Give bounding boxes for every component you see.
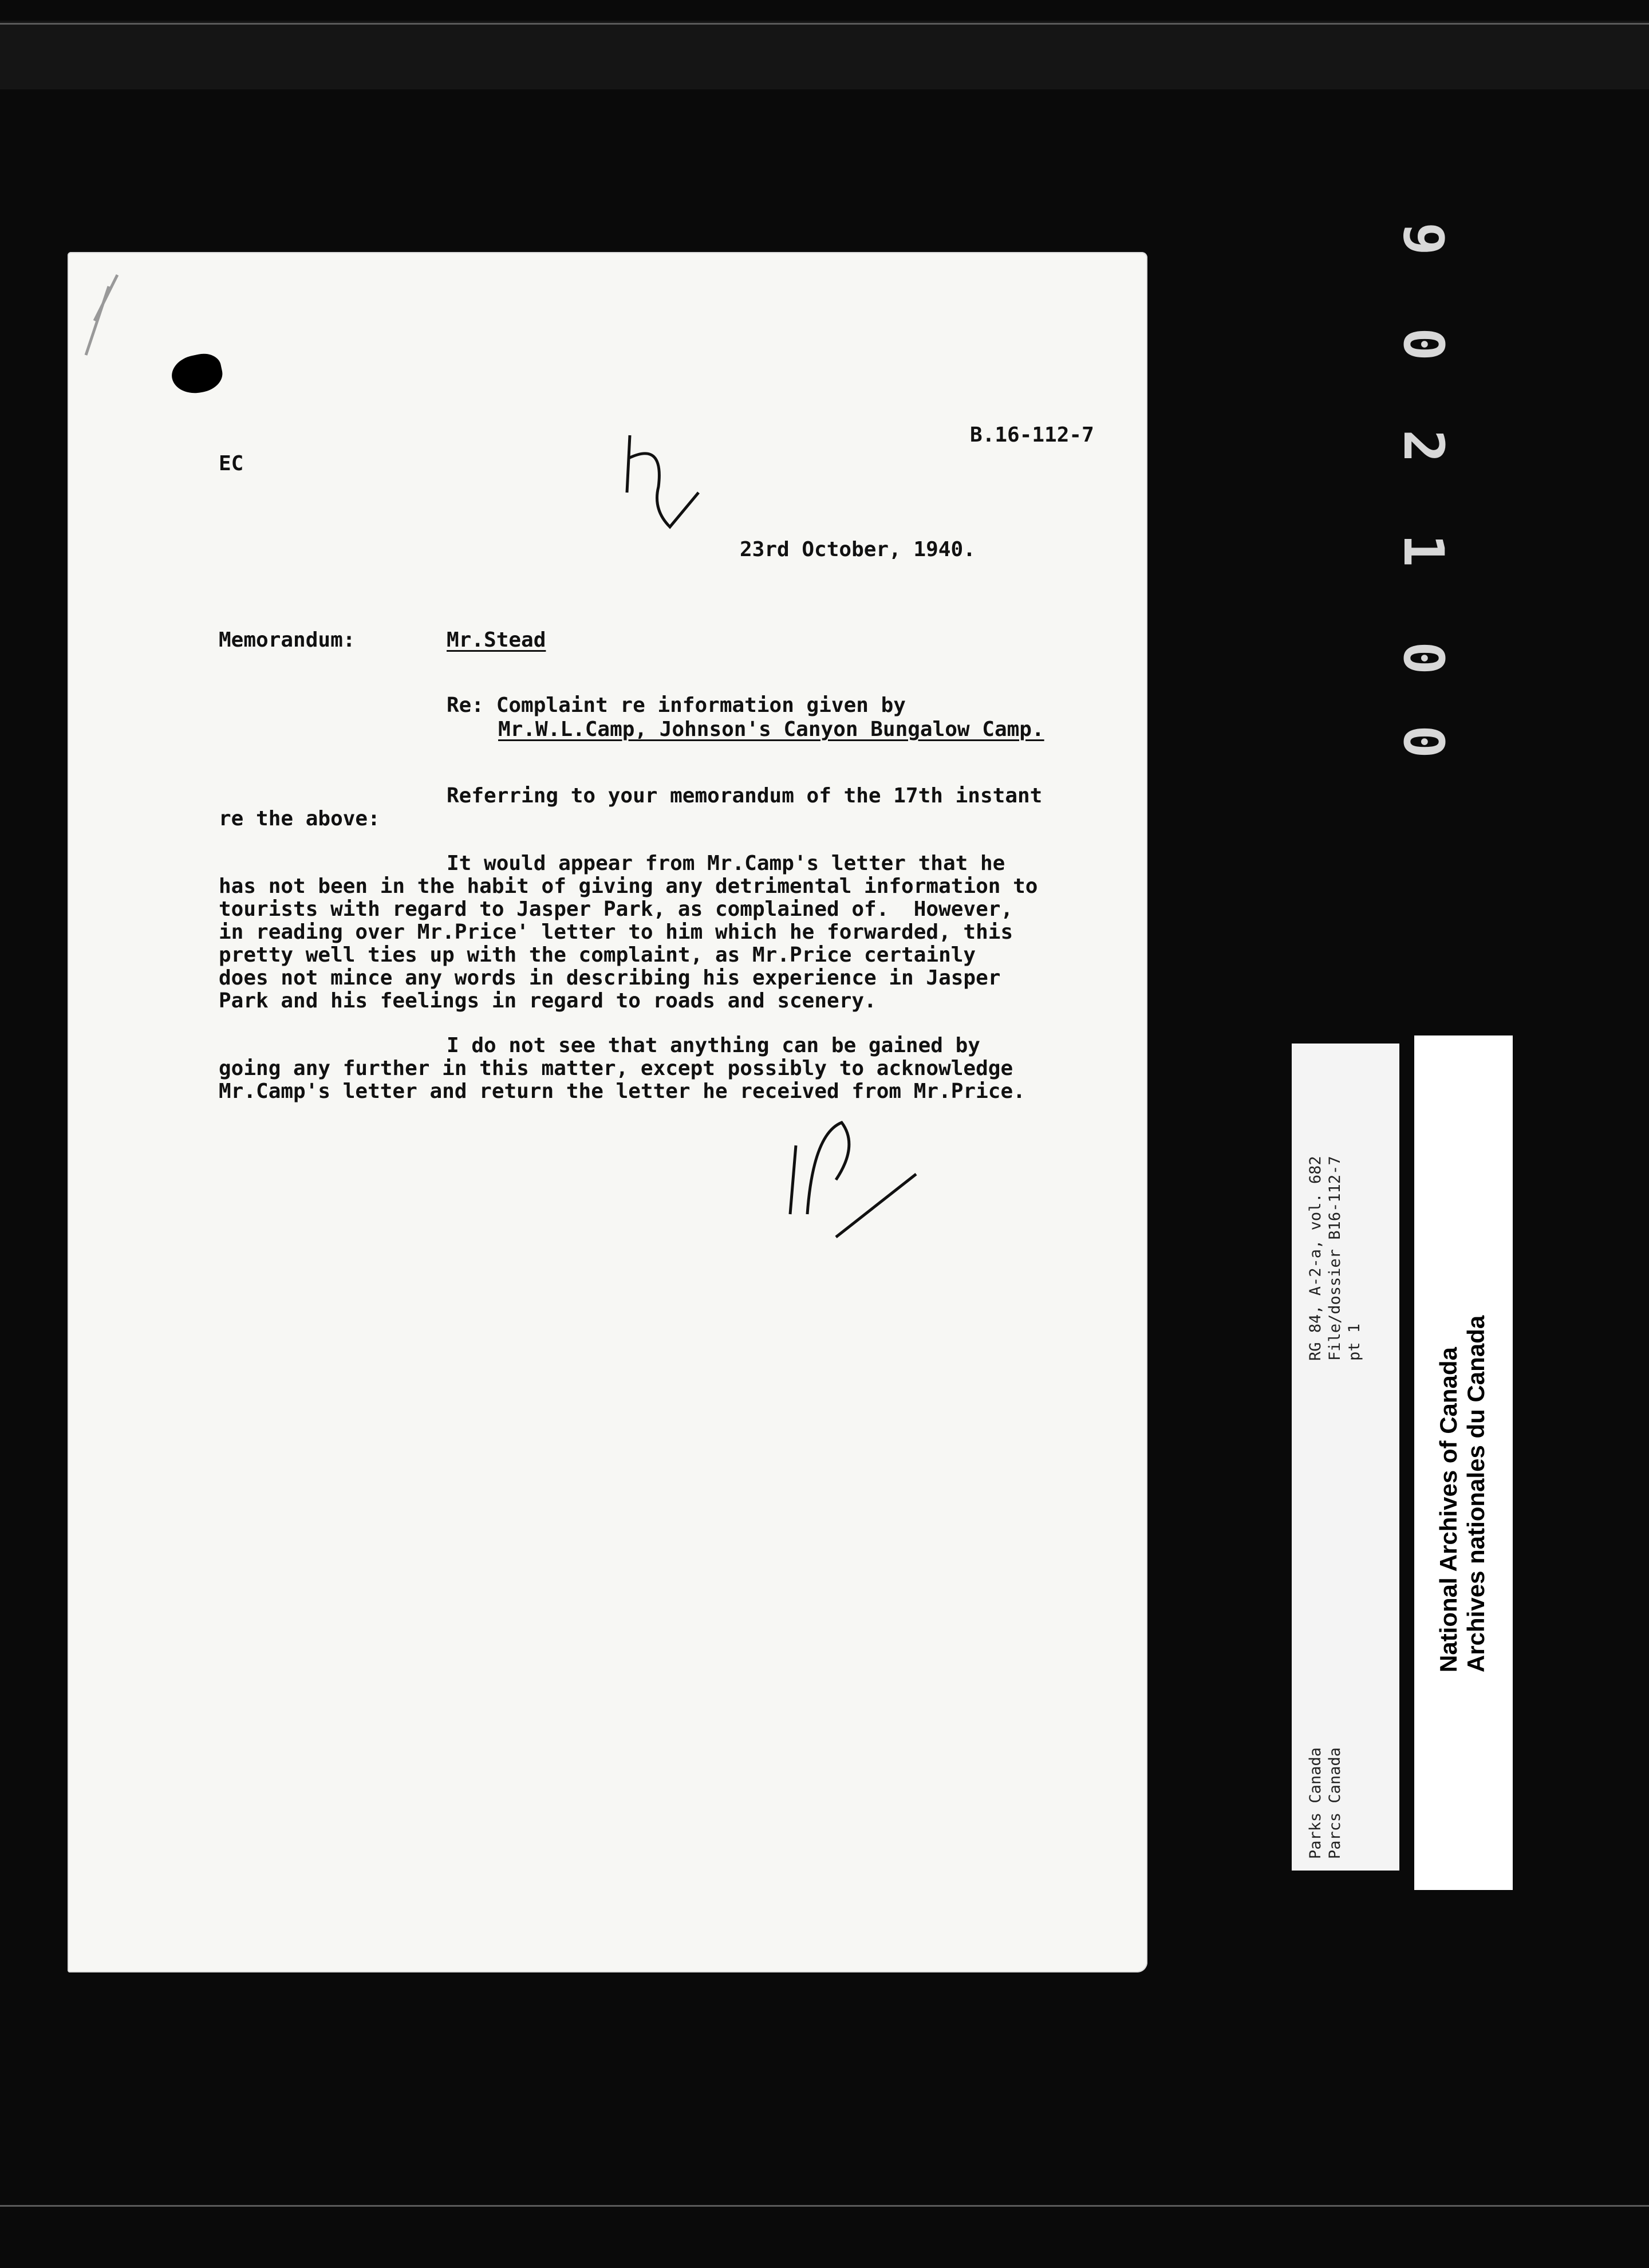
para3-line: Mr.Camp's letter and return the letter he received from Mr.Price. — [219, 1080, 1025, 1103]
re-line-1: Re: Complaint re information given by — [447, 694, 906, 717]
frame-digit: 0 — [1391, 641, 1455, 675]
parks-ref-line: RG 84, A-2-a, vol. 682 — [1307, 1156, 1324, 1361]
signature-mark — [790, 1123, 916, 1237]
memo-recipient: Mr.Stead — [447, 628, 546, 652]
parks-canada-label — [1292, 1044, 1399, 1871]
re-line-2: Mr.W.L.Camp, Johnson's Canyon Bungalow Camp. — [498, 718, 1044, 741]
national-archives-label — [1414, 1035, 1513, 1890]
para3-line: I do not see that anything can be gained by — [447, 1034, 980, 1057]
para2-line: Park and his feelings in regard to roads and scenery. — [219, 989, 877, 1013]
para2-line: pretty well ties up with the complaint, as Mr.Price certainly — [219, 943, 976, 967]
initials-mark — [627, 435, 699, 527]
corner-pencil-mark — [86, 275, 117, 355]
parks-ref-line: File/dossier B16-112-7 — [1326, 1156, 1344, 1361]
para2-line: It would appear from Mr.Camp's letter that he — [447, 852, 1005, 875]
frame-digit: 1 — [1391, 534, 1455, 567]
para2-line: has not been in the habit of giving any detrimental information to — [219, 875, 1038, 898]
frame-digit: 2 — [1391, 430, 1455, 463]
parks-label-line: Parks Canada — [1307, 1747, 1324, 1859]
nac-label-line: National Archives of Canada — [1435, 1347, 1462, 1672]
para3-line: going any further in this matter, except possibly to acknowledge — [219, 1057, 1013, 1080]
para2-line: in reading over Mr.Price' letter to him which he forwarded, this — [219, 920, 1013, 944]
frame-digit: 0 — [1391, 725, 1455, 758]
parks-label-line: Parcs Canada — [1326, 1747, 1344, 1859]
nac-label-line: Archives nationales du Canada — [1462, 1315, 1489, 1672]
sender-initials: EC — [219, 452, 244, 475]
memo-date: 23rd October, 1940. — [740, 538, 976, 561]
para2-line: tourists with regard to Jasper Park, as complained of. However, — [219, 897, 1013, 921]
memo-label: Memorandum: — [219, 628, 356, 652]
frame-digit: 9 — [1391, 222, 1455, 255]
frame-digit: 0 — [1391, 328, 1455, 361]
file-reference: B.16-112-7 — [970, 423, 1094, 447]
para1-line: re the above: — [219, 807, 380, 830]
para1-line: Referring to your memorandum of the 17th instant — [447, 784, 1043, 808]
parks-ref-line: pt 1 — [1346, 1323, 1363, 1361]
para2-line: does not mince any words in describing his experience in Jasper — [219, 966, 1001, 990]
